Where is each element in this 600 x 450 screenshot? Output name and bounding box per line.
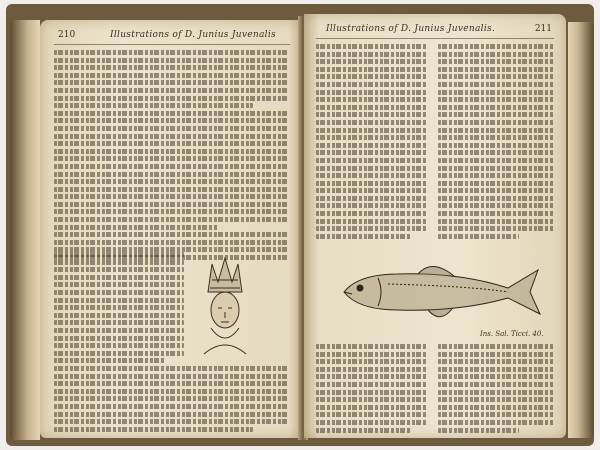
left-body-text: [54, 50, 288, 263]
left-body-text-bottom: [54, 366, 288, 434]
crowned-head-engraving-icon: [190, 252, 260, 362]
right-column-text-d: [438, 344, 554, 435]
running-title-left: Illustrations of D. Junius Juvenalis: [110, 30, 276, 40]
book-edge-right: [568, 22, 594, 438]
page-number-left: 210: [58, 30, 76, 40]
fish-caption: Ins. Sal. Ticci. 40.: [480, 330, 544, 338]
right-column-text-c: [316, 344, 428, 435]
right-column-text-a: [316, 44, 428, 241]
left-column-text-a: [54, 252, 184, 366]
book-edge-left: [10, 20, 40, 440]
running-title-right: Illustrations of D. Junius Juvenalis.: [326, 24, 496, 34]
header-rule-left: [54, 44, 290, 45]
right-column-text-b: [438, 44, 554, 241]
fish-engraving-icon: [328, 252, 552, 332]
page-number-right: 211: [534, 24, 552, 34]
left-page: [40, 20, 302, 438]
header-rule-right: [316, 38, 554, 39]
right-page: [304, 14, 566, 438]
